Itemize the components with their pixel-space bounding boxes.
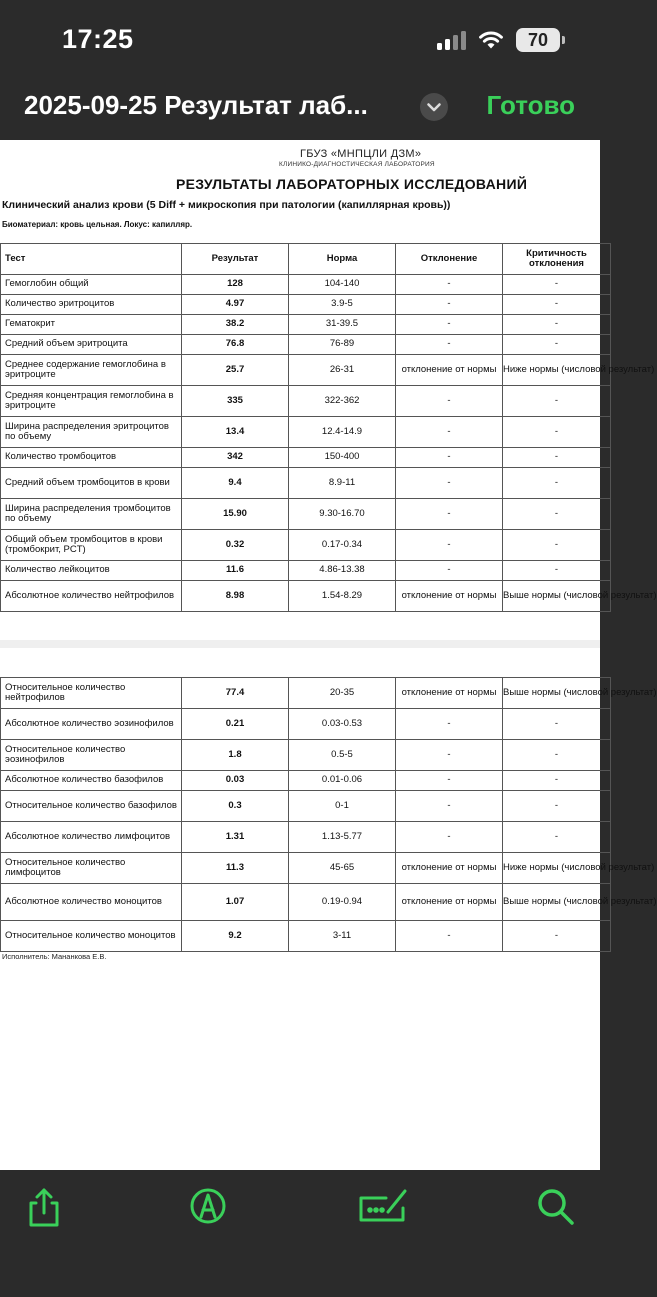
table-row bbox=[1, 355, 611, 386]
cell-criticality: - bbox=[503, 822, 611, 853]
table-row bbox=[1, 295, 611, 315]
cell-deviation: отклонение от нормы bbox=[396, 581, 503, 612]
table-row bbox=[1, 884, 611, 921]
done-button[interactable]: Готово bbox=[486, 90, 575, 120]
table-row bbox=[1, 315, 611, 335]
cell-test: Относительное количество нейтрофилов bbox=[1, 678, 182, 709]
table-row bbox=[1, 771, 611, 791]
cell-norm: 45-65 bbox=[289, 853, 396, 884]
document-page-2 bbox=[0, 650, 657, 1170]
cell-test: Ширина распределения эритроцитов по объему bbox=[1, 417, 182, 448]
cell-criticality: - bbox=[503, 499, 611, 530]
cell-result: 38.2 bbox=[182, 315, 289, 335]
cell-deviation: - bbox=[396, 561, 503, 581]
cell-criticality: - bbox=[503, 791, 611, 822]
cell-deviation: - bbox=[396, 468, 503, 499]
cell-norm: 26-31 bbox=[289, 355, 396, 386]
column-header-norm: Норма bbox=[289, 244, 396, 275]
cell-criticality: - bbox=[503, 386, 611, 417]
cell-deviation: - bbox=[396, 530, 503, 561]
report-title: РЕЗУЛЬТАТЫ ЛАБОРАТОРНЫХ ИССЛЕДОВАНИЙ bbox=[176, 176, 528, 192]
cell-test: Абсолютное количество моноцитов bbox=[1, 884, 182, 921]
table-row bbox=[1, 921, 611, 952]
cell-deviation: - bbox=[396, 822, 503, 853]
cell-criticality: Ниже нормы (числовой результат) bbox=[503, 355, 611, 386]
cell-test: Гемоглобин общий bbox=[1, 275, 182, 295]
cell-test: Средний объем тромбоцитов в крови bbox=[1, 468, 182, 499]
cell-result: 1.31 bbox=[182, 822, 289, 853]
cell-criticality: - bbox=[503, 468, 611, 499]
wifi-icon bbox=[478, 30, 504, 50]
document-viewer[interactable] bbox=[0, 140, 657, 1170]
cell-deviation: - bbox=[396, 295, 503, 315]
cell-deviation: отклонение от нормы bbox=[396, 355, 503, 386]
table-row bbox=[1, 275, 611, 295]
results-table-body-continued bbox=[1, 678, 657, 952]
table-header-row bbox=[1, 244, 611, 275]
table-row bbox=[1, 335, 611, 355]
cell-result: 77.4 bbox=[182, 678, 289, 709]
cell-criticality: Ниже нормы (числовой результат) bbox=[503, 853, 611, 884]
cell-result: 0.3 bbox=[182, 791, 289, 822]
cell-result: 0.21 bbox=[182, 709, 289, 740]
cell-result: 76.8 bbox=[182, 335, 289, 355]
cell-deviation: - bbox=[396, 499, 503, 530]
cell-norm: 0.03-0.53 bbox=[289, 709, 396, 740]
table-row bbox=[1, 530, 611, 561]
cell-norm: 104-140 bbox=[289, 275, 396, 295]
results-table-continued bbox=[0, 677, 657, 952]
column-header-test: Тест bbox=[1, 244, 182, 275]
share-icon[interactable] bbox=[22, 1186, 66, 1230]
status-bar bbox=[0, 0, 600, 80]
cell-criticality: - bbox=[503, 315, 611, 335]
cell-result: 11.6 bbox=[182, 561, 289, 581]
cell-criticality: Выше нормы (числовой результат) bbox=[503, 678, 611, 709]
cell-result: 13.4 bbox=[182, 417, 289, 448]
cell-test: Общий объем тромбоцитов в крови (тромбокрит, PCT) bbox=[1, 530, 182, 561]
status-time: 17:25 bbox=[62, 24, 134, 54]
cell-test: Абсолютное количество эозинофилов bbox=[1, 709, 182, 740]
cell-test: Абсолютное количество базофилов bbox=[1, 771, 182, 791]
cell-result: 0.32 bbox=[182, 530, 289, 561]
bottom-toolbar bbox=[0, 1170, 600, 1297]
cell-result: 335 bbox=[182, 386, 289, 417]
cell-criticality: - bbox=[503, 740, 611, 771]
cell-norm: 76-89 bbox=[289, 335, 396, 355]
table-row bbox=[1, 678, 611, 709]
column-header-criticality: Критичность отклонения bbox=[503, 244, 611, 275]
table-row bbox=[1, 417, 611, 448]
column-header-deviation: Отклонение bbox=[396, 244, 503, 275]
table-row bbox=[1, 853, 611, 884]
cell-test: Относительное количество эозинофилов bbox=[1, 740, 182, 771]
executor-name: Исполнитель: Мананкова Е.В. bbox=[2, 952, 107, 961]
cell-norm: 150-400 bbox=[289, 448, 396, 468]
cell-test: Количество тромбоцитов bbox=[1, 448, 182, 468]
table-row bbox=[1, 581, 611, 612]
results-table-body bbox=[1, 275, 657, 612]
table-row bbox=[1, 709, 611, 740]
table-row bbox=[1, 386, 611, 417]
cell-test: Количество лейкоцитов bbox=[1, 561, 182, 581]
laboratory-name: КЛИНИКО-ДИАГНОСТИЧЕСКАЯ ЛАБОРАТОРИЯ bbox=[279, 161, 435, 168]
table-row bbox=[1, 468, 611, 499]
table-row bbox=[1, 499, 611, 530]
cell-norm: 9.30-16.70 bbox=[289, 499, 396, 530]
page-separator bbox=[0, 640, 600, 648]
cell-result: 8.98 bbox=[182, 581, 289, 612]
cell-deviation: отклонение от нормы bbox=[396, 884, 503, 921]
table-row bbox=[1, 791, 611, 822]
cell-norm: 322-362 bbox=[289, 386, 396, 417]
markup-icon[interactable] bbox=[186, 1186, 230, 1230]
cell-deviation: отклонение от нормы bbox=[396, 678, 503, 709]
cell-deviation: - bbox=[396, 921, 503, 952]
analysis-name: Клинический анализ крови (5 Diff + микроскопия при патологии (капиллярная кровь)) bbox=[2, 199, 451, 211]
search-icon[interactable] bbox=[534, 1186, 578, 1230]
cell-test: Гематокрит bbox=[1, 315, 182, 335]
cell-criticality: - bbox=[503, 275, 611, 295]
cell-test: Абсолютное количество нейтрофилов bbox=[1, 581, 182, 612]
cell-result: 128 bbox=[182, 275, 289, 295]
status-icons bbox=[437, 28, 560, 52]
cell-norm: 0-1 bbox=[289, 791, 396, 822]
cell-deviation: - bbox=[396, 709, 503, 740]
column-header-result: Результат bbox=[182, 244, 289, 275]
cell-deviation: - bbox=[396, 791, 503, 822]
cell-test: Средняя концентрация гемоглобина в эритроците bbox=[1, 386, 182, 417]
cell-norm: 3.9-5 bbox=[289, 295, 396, 315]
results-table bbox=[0, 243, 657, 612]
cell-norm: 1.54-8.29 bbox=[289, 581, 396, 612]
cell-deviation: - bbox=[396, 417, 503, 448]
cell-test: Относительное количество базофилов bbox=[1, 791, 182, 822]
cell-test: Относительное количество лимфоцитов bbox=[1, 853, 182, 884]
cell-deviation: - bbox=[396, 448, 503, 468]
signal-icon bbox=[437, 30, 466, 50]
cell-norm: 0.17-0.34 bbox=[289, 530, 396, 561]
cell-result: 1.07 bbox=[182, 884, 289, 921]
cell-criticality: - bbox=[503, 295, 611, 315]
cell-criticality: - bbox=[503, 709, 611, 740]
cell-norm: 1.13-5.77 bbox=[289, 822, 396, 853]
cell-result: 0.03 bbox=[182, 771, 289, 791]
cell-norm: 0.19-0.94 bbox=[289, 884, 396, 921]
cell-result: 25.7 bbox=[182, 355, 289, 386]
cell-criticality: - bbox=[503, 921, 611, 952]
document-page-1 bbox=[0, 140, 657, 640]
cell-criticality: - bbox=[503, 561, 611, 581]
cell-deviation: - bbox=[396, 386, 503, 417]
cell-criticality: Выше нормы (числовой результат) bbox=[503, 884, 611, 921]
document-title[interactable]: 2025-09-25 Результат лаб... bbox=[24, 90, 368, 120]
cell-norm: 8.9-11 bbox=[289, 468, 396, 499]
cell-deviation: - bbox=[396, 771, 503, 791]
cell-criticality: - bbox=[503, 417, 611, 448]
cell-deviation: - bbox=[396, 275, 503, 295]
cell-criticality: - bbox=[503, 530, 611, 561]
cell-norm: 3-11 bbox=[289, 921, 396, 952]
cell-criticality: Выше нормы (числовой результат) bbox=[503, 581, 611, 612]
cell-norm: 12.4-14.9 bbox=[289, 417, 396, 448]
cell-norm: 4.86-13.38 bbox=[289, 561, 396, 581]
biomaterial-info: Биоматериал: кровь цельная. Локус: капилляр. bbox=[2, 220, 193, 229]
cell-criticality: - bbox=[503, 448, 611, 468]
chevron-down-icon[interactable] bbox=[420, 93, 448, 121]
cell-test: Средний объем эритроцита bbox=[1, 335, 182, 355]
nav-bar bbox=[0, 80, 600, 140]
cell-test: Среднее содержание гемоглобина в эритроците bbox=[1, 355, 182, 386]
organization-name: ГБУЗ «МНПЦЛИ ДЗМ» bbox=[300, 148, 422, 160]
signature-icon[interactable] bbox=[356, 1186, 410, 1230]
cell-deviation: - bbox=[396, 335, 503, 355]
cell-deviation: - bbox=[396, 740, 503, 771]
cell-test: Абсолютное количество лимфоцитов bbox=[1, 822, 182, 853]
cell-norm: 0.01-0.06 bbox=[289, 771, 396, 791]
table-row bbox=[1, 740, 611, 771]
cell-criticality: - bbox=[503, 335, 611, 355]
table-row bbox=[1, 822, 611, 853]
cell-result: 15.90 bbox=[182, 499, 289, 530]
cell-result: 1.8 bbox=[182, 740, 289, 771]
cell-test: Относительное количество моноцитов bbox=[1, 921, 182, 952]
table-row bbox=[1, 448, 611, 468]
cell-test: Количество эритроцитов bbox=[1, 295, 182, 315]
cell-deviation: - bbox=[396, 315, 503, 335]
cell-result: 9.2 bbox=[182, 921, 289, 952]
cell-result: 11.3 bbox=[182, 853, 289, 884]
cell-test: Ширина распределения тромбоцитов по объему bbox=[1, 499, 182, 530]
cell-deviation: отклонение от нормы bbox=[396, 853, 503, 884]
cell-result: 342 bbox=[182, 448, 289, 468]
cell-norm: 0.5-5 bbox=[289, 740, 396, 771]
table-row bbox=[1, 561, 611, 581]
cell-norm: 20-35 bbox=[289, 678, 396, 709]
battery-icon: 70 bbox=[516, 28, 560, 52]
cell-norm: 31-39.5 bbox=[289, 315, 396, 335]
cell-result: 9.4 bbox=[182, 468, 289, 499]
cell-result: 4.97 bbox=[182, 295, 289, 315]
cell-criticality: - bbox=[503, 771, 611, 791]
